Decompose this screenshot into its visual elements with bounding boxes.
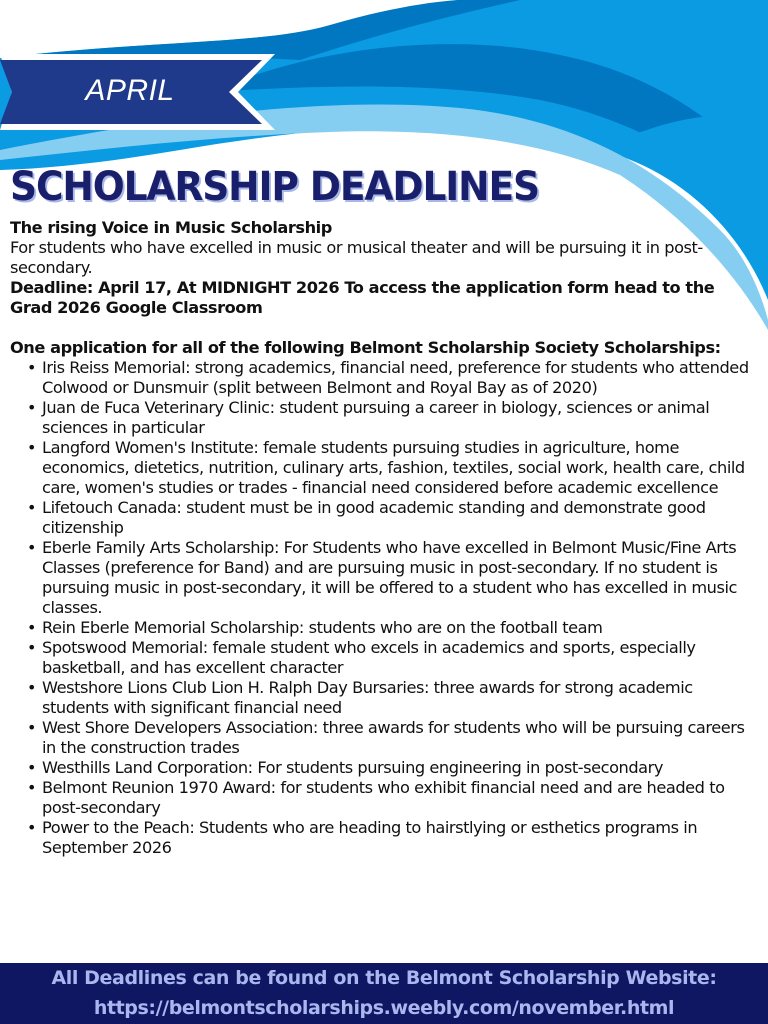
list-item: • Rein Eberle Memorial Scholarship: students who are on the football team bbox=[42, 618, 750, 638]
footer-text: All Deadlines can be found on the Belmont Scholarship Website: bbox=[51, 967, 717, 989]
footer-banner bbox=[0, 963, 768, 1024]
spacer bbox=[10, 318, 750, 338]
list-item: • Westshore Lions Club Lion H. Ralph Day Bursaries: three awards for strong academic students with significant financial need bbox=[42, 678, 750, 718]
list-item: • Iris Reiss Memorial: strong academics, financial need, preference for students who attended Colwood or Dunsmuir (split between Belmont and Royal Bay as of 2020) bbox=[42, 358, 750, 398]
scholarship-list bbox=[10, 358, 750, 858]
list-item: • Langford Women's Institute: female students pursuing studies in agriculture, home economics, dietetics, nutrition, culinary arts, fashion, textiles, social work, health care, child care, women's studies or trades - financial need considered before academic excellence bbox=[42, 438, 750, 498]
list-item: • Westhills Land Corporation: For students pursuing engineering in post-secondary bbox=[42, 758, 750, 778]
page-title: SCHOLARSHIP DEADLINES bbox=[10, 164, 540, 210]
society-intro: One application for all of the following Belmont Scholarship Society Scholarships: bbox=[10, 338, 721, 357]
month-label: APRIL bbox=[85, 74, 175, 107]
footer-link[interactable]: https://belmontscholarships.weebly.com/november.html bbox=[93, 997, 675, 1019]
content bbox=[10, 218, 750, 858]
list-item: • Power to the Peach: Students who are heading to hairstlying or esthetics programs in September 2026 bbox=[42, 818, 750, 858]
list-item: • Spotswood Memorial: female student who excels in academics and sports, especially basketball, and has excellent character bbox=[42, 638, 750, 678]
featured-scholarship-description: For students who have excelled in music or musical theater and will be pursuing it in post-secondary. bbox=[10, 238, 703, 277]
list-item: • Belmont Reunion 1970 Award: for students who exhibit financial need and are headed to post-secondary bbox=[42, 778, 750, 818]
list-item: • Lifetouch Canada: student must be in good academic standing and demonstrate good citizenship bbox=[42, 498, 750, 538]
featured-scholarship-name: The rising Voice in Music Scholarship bbox=[10, 218, 332, 237]
list-item: • West Shore Developers Association: three awards for students who will be pursuing careers in the construction trades bbox=[42, 718, 750, 758]
featured-scholarship-deadline: Deadline: April 17, At MIDNIGHT 2026 To access the application form head to the Grad 2026 Google Classroom bbox=[10, 278, 715, 317]
list-item: • Eberle Family Arts Scholarship: For Students who have excelled in Belmont Music/Fine Arts Classes (preference for Band) and are pursuing music in post-secondary. If no student is pursuing music in post-secondary, it will be offered to a student who has excelled in music classes. bbox=[42, 538, 750, 618]
list-item: • Juan de Fuca Veterinary Clinic: student pursuing a career in biology, sciences or animal sciences in particular bbox=[42, 398, 750, 438]
